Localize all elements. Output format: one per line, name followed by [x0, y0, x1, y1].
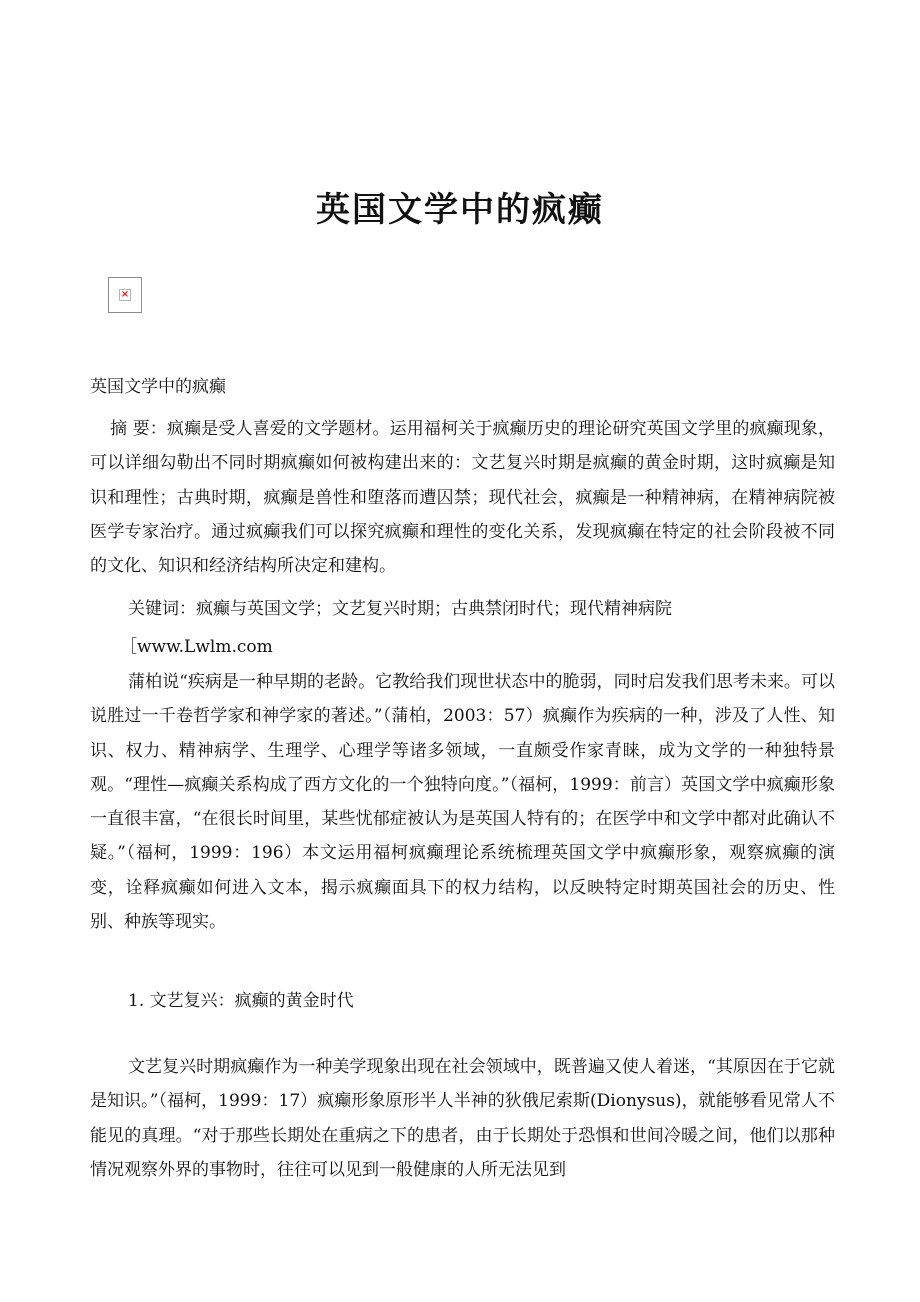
document-title: 英国文学中的疯癫 [316, 190, 604, 230]
broken-image-placeholder [108, 277, 142, 313]
source-site-text: ［www.Lwlm.com [120, 637, 273, 657]
broken-image-icon: × [120, 289, 130, 300]
body-paragraph-2: 文艺复兴时期疯癫作为一种美学现象出现在社会领域中，既普遍又使人着迷，“其原因在于它就是知识。”（福柯，1999：17）疯癫形象原形半人半神的狄俄尼索斯(Dionysus)，就能够看见常人不能见的真理。“对于那些长期处在重病之下的患者，由于长期处于恐惧和世间冷暖之间，他们以那种情况观察外界的事物时，往往可以见到一般健康的人所无法见到 [90, 1057, 835, 1180]
abstract-paragraph: 摘 要：疯癫是受人喜爱的文学题材。运用福柯关于疯癫历史的理论研究英国文学里的疯癫现象，可以详细勾勒出不同时期疯癫如何被构建出来的：文艺复兴时期是疯癫的黄金时期，这时疯癫是知识和理性；古典时期，疯癫是兽性和堕落而遭囚禁；现代社会，疯癫是一种精神病，在精神病院被医学专家治疗。通过疯癫我们可以探究疯癫和理性的变化关系，发现疯癫在特定的社会阶段被不同的文化、知识和经济结构所决定和建构。 [90, 419, 835, 577]
article-subtitle: 英国文学中的疯癫 [90, 377, 226, 397]
section-heading-1: 1. 文艺复兴：疯癫的黄金时代 [128, 991, 354, 1011]
keywords-line: 关键词：疯癫与英国文学；文艺复兴时期；古典禁闭时代；现代精神病院 [128, 599, 672, 619]
body-paragraph-1: 蒲柏说“疾病是一种早期的老龄。它教给我们现世状态中的脆弱，同时启发我们思考未来。可以说胜过一千卷哲学家和神学家的著述。”（蒲柏，2003：57）疯癫作为疾病的一种，涉及了人性、知识、权力、精神病学、生理学、心理学等诸多领域，一直颇受作家青睐，成为文学的一种独特景观。“理性—疯癫关系构成了西方文化的一个独特向度。”（福柯，1999：前言）英国文学中疯癫形象一直很丰富，“在很长时间里，某些忧郁症被认为是英国人特有的；在医学中和文学中都对此确认不疑。”（福柯，1999：196）本文运用福柯疯癫理论系统梳理英国文学中疯癫形象，观察疯癫的演变，诠释疯癫如何进入文本，揭示疯癫面具下的权力结构，以反映特定时期英国社会的历史、性别、种族等现实。 [90, 672, 835, 933]
